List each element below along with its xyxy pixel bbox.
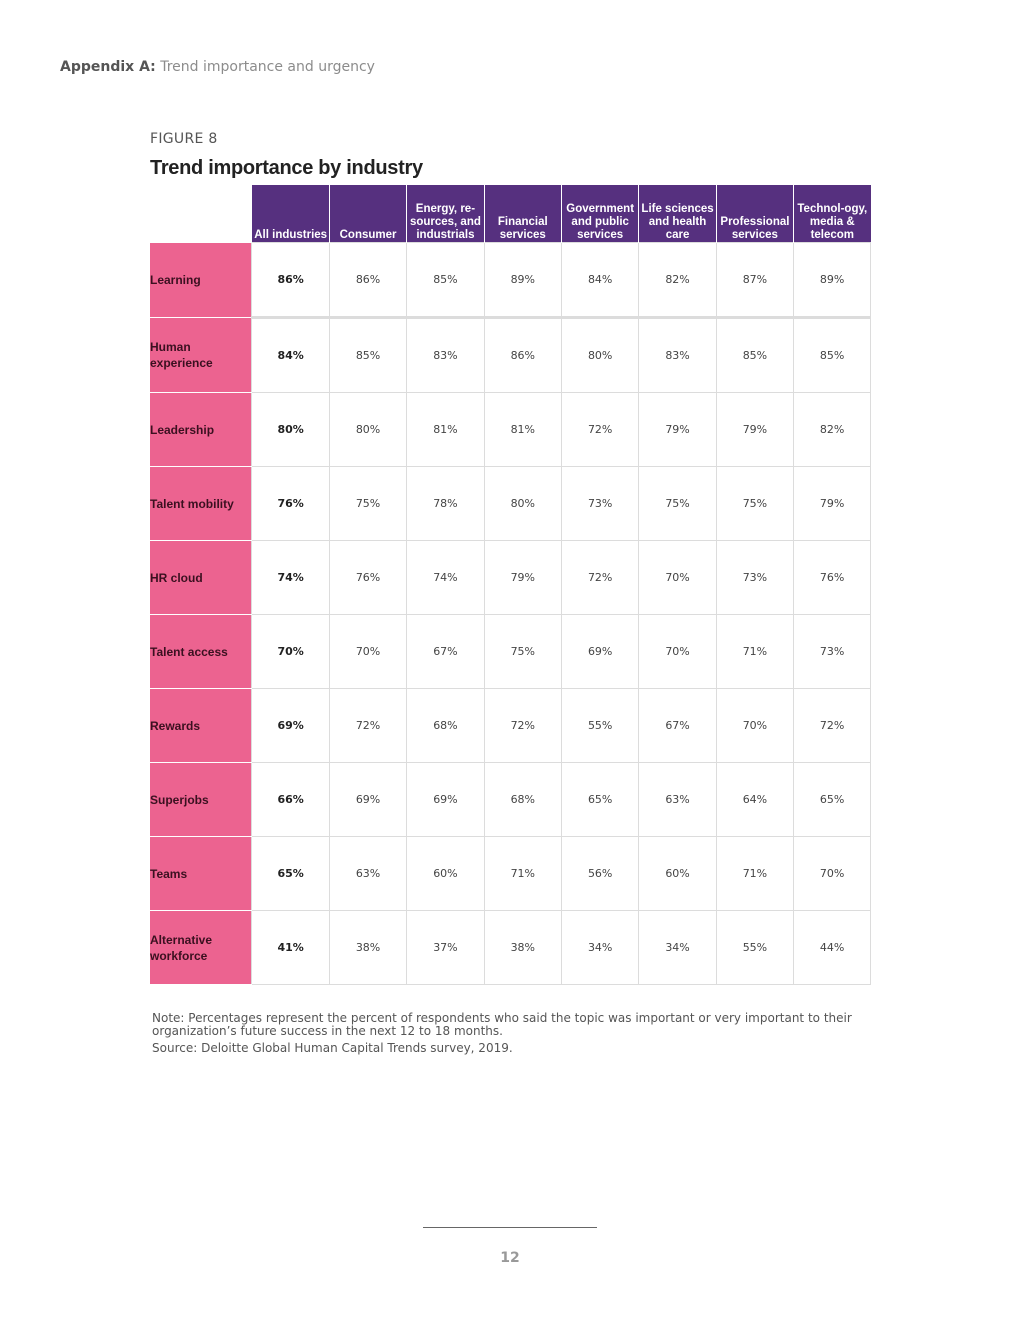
table-cell: 84% xyxy=(252,318,329,393)
table-cell: 80% xyxy=(329,393,406,467)
column-header: All industries xyxy=(252,185,329,243)
table-cell: 79% xyxy=(716,393,793,467)
row-header: Talent mobility xyxy=(150,467,252,541)
row-header: Leadership xyxy=(150,393,252,467)
table-cell: 65% xyxy=(794,763,871,837)
table-cell: 86% xyxy=(252,243,329,318)
table-cell: 69% xyxy=(252,689,329,763)
table-cell: 71% xyxy=(484,837,561,911)
table-row xyxy=(150,318,871,393)
header-label: Appendix A: xyxy=(60,59,156,75)
table-cell: 69% xyxy=(329,763,406,837)
table-cell: 72% xyxy=(484,689,561,763)
table-cell: 38% xyxy=(329,911,406,985)
table-cell: 81% xyxy=(484,393,561,467)
table-cell: 70% xyxy=(794,837,871,911)
table-cell: 86% xyxy=(329,243,406,318)
table-cell: 73% xyxy=(716,541,793,615)
table-corner xyxy=(150,185,252,243)
table-cell: 75% xyxy=(639,467,716,541)
table-cell: 81% xyxy=(407,393,484,467)
column-header: Consumer xyxy=(329,185,406,243)
table-cell: 75% xyxy=(329,467,406,541)
table-cell: 44% xyxy=(794,911,871,985)
table-row xyxy=(150,243,871,318)
table-cell: 72% xyxy=(329,689,406,763)
table-cell: 83% xyxy=(639,318,716,393)
table-cell: 75% xyxy=(716,467,793,541)
row-header: Teams xyxy=(150,837,252,911)
table-cell: 70% xyxy=(329,615,406,689)
table-cell: 68% xyxy=(484,763,561,837)
table-cell: 67% xyxy=(407,615,484,689)
table-row xyxy=(150,541,871,615)
table-cell: 73% xyxy=(561,467,638,541)
table-cell: 85% xyxy=(329,318,406,393)
row-header: Human experience xyxy=(150,318,252,393)
table-cell: 72% xyxy=(561,393,638,467)
table-cell: 75% xyxy=(484,615,561,689)
table-cell: 73% xyxy=(794,615,871,689)
row-header: Learning xyxy=(150,243,252,318)
table-row xyxy=(150,393,871,467)
table-cell: 74% xyxy=(252,541,329,615)
table-cell: 60% xyxy=(639,837,716,911)
figure-label: FIGURE 8 xyxy=(150,131,218,147)
table-row xyxy=(150,615,871,689)
footer-divider xyxy=(423,1227,597,1228)
table-row xyxy=(150,911,871,985)
table-cell: 63% xyxy=(329,837,406,911)
table-cell: 70% xyxy=(639,615,716,689)
table-row xyxy=(150,837,871,911)
row-header: HR cloud xyxy=(150,541,252,615)
table-cell: 69% xyxy=(407,763,484,837)
table-cell: 86% xyxy=(484,318,561,393)
table-cell: 82% xyxy=(794,393,871,467)
table-cell: 67% xyxy=(639,689,716,763)
table-cell: 38% xyxy=(484,911,561,985)
table-cell: 79% xyxy=(794,467,871,541)
column-header: Technol-ogy, media & telecom xyxy=(794,185,871,243)
table-cell: 83% xyxy=(407,318,484,393)
table-cell: 79% xyxy=(484,541,561,615)
table-row xyxy=(150,689,871,763)
table-cell: 60% xyxy=(407,837,484,911)
table-cell: 55% xyxy=(716,911,793,985)
table-cell: 85% xyxy=(407,243,484,318)
table-cell: 69% xyxy=(561,615,638,689)
table-cell: 87% xyxy=(716,243,793,318)
table-header-row xyxy=(150,185,871,243)
table-cell: 64% xyxy=(716,763,793,837)
table-cell: 56% xyxy=(561,837,638,911)
table-cell: 34% xyxy=(639,911,716,985)
table-cell: 89% xyxy=(794,243,871,318)
table-cell: 89% xyxy=(484,243,561,318)
table-cell: 41% xyxy=(252,911,329,985)
row-header: Superjobs xyxy=(150,763,252,837)
row-header: Alternative workforce xyxy=(150,911,252,985)
column-header: Life sciences and health care xyxy=(639,185,716,243)
table-cell: 70% xyxy=(716,689,793,763)
table-cell: 68% xyxy=(407,689,484,763)
table-cell: 70% xyxy=(252,615,329,689)
table-cell: 80% xyxy=(561,318,638,393)
table-cell: 76% xyxy=(794,541,871,615)
industry-table xyxy=(150,185,871,985)
header-text: Trend importance and urgency xyxy=(160,59,375,75)
table-cell: 79% xyxy=(639,393,716,467)
table-cell: 85% xyxy=(716,318,793,393)
table-cell: 84% xyxy=(561,243,638,318)
column-header: Energy, re-sources, and industrials xyxy=(407,185,484,243)
column-header: Government and public services xyxy=(561,185,638,243)
table-cell: 65% xyxy=(252,837,329,911)
page-number: 12 xyxy=(500,1250,520,1266)
table-cell: 80% xyxy=(484,467,561,541)
note-text: Note: Percentages represent the percent of respondents who said the topic was important or very important to their organization’s future success in the next 12 to 18 months. xyxy=(152,1011,852,1038)
figure-notes xyxy=(152,1012,852,1055)
table-cell: 85% xyxy=(794,318,871,393)
source-text: Source: Deloitte Global Human Capital Trends survey, 2019. xyxy=(152,1041,513,1055)
table-cell: 71% xyxy=(716,615,793,689)
table-cell: 76% xyxy=(252,467,329,541)
table-cell: 66% xyxy=(252,763,329,837)
table-cell: 80% xyxy=(252,393,329,467)
figure-title: Trend importance by industry xyxy=(150,157,423,179)
row-header: Talent access xyxy=(150,615,252,689)
table-cell: 70% xyxy=(639,541,716,615)
table-cell: 37% xyxy=(407,911,484,985)
table-cell: 63% xyxy=(639,763,716,837)
table-cell: 72% xyxy=(561,541,638,615)
table-row xyxy=(150,467,871,541)
table-row xyxy=(150,763,871,837)
table-cell: 72% xyxy=(794,689,871,763)
page-header xyxy=(60,59,375,75)
row-header: Rewards xyxy=(150,689,252,763)
table-cell: 74% xyxy=(407,541,484,615)
table-cell: 76% xyxy=(329,541,406,615)
table-cell: 78% xyxy=(407,467,484,541)
column-header: Professional services xyxy=(716,185,793,243)
table-cell: 34% xyxy=(561,911,638,985)
table-cell: 55% xyxy=(561,689,638,763)
table-cell: 82% xyxy=(639,243,716,318)
column-header: Financial services xyxy=(484,185,561,243)
table-cell: 65% xyxy=(561,763,638,837)
table-cell: 71% xyxy=(716,837,793,911)
